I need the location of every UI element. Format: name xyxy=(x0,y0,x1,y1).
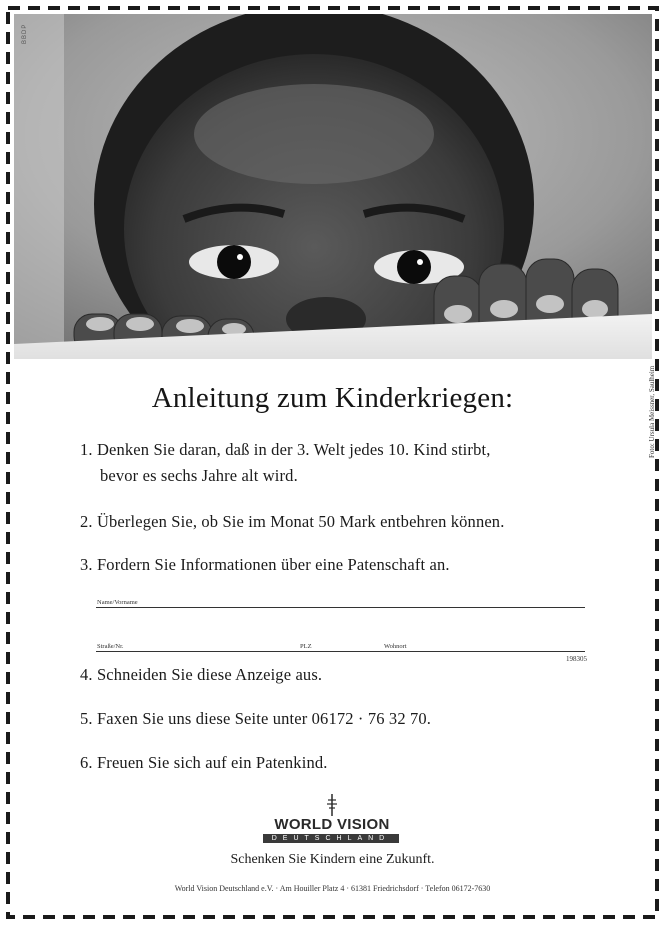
city-field-label: Wohnort xyxy=(384,643,407,650)
step-text: Schneiden Sie diese Anzeige aus. xyxy=(96,665,323,684)
side-code: BBDP xyxy=(22,23,28,44)
step-number: 1. xyxy=(80,440,93,459)
reference-code: 198305 xyxy=(566,655,587,663)
step-6 xyxy=(80,753,328,773)
step-2 xyxy=(80,512,505,532)
step-text: Faxen Sie uns diese Seite unter 06172 · 76 32 70. xyxy=(96,709,432,728)
step-number: 3. xyxy=(80,555,93,574)
name-field[interactable] xyxy=(96,607,585,608)
address-line: World Vision Deutschland e.V. · Am Houiller Platz 4 · 61381 Friedrichsdorf · Telefon 06172-7630 xyxy=(174,884,491,893)
step-number: 5. xyxy=(80,709,93,728)
step-text: Freuen Sie sich auf ein Patenkind. xyxy=(96,753,328,772)
headline: Anleitung zum Kinderkriegen: xyxy=(151,382,514,414)
tower-icon xyxy=(326,794,338,816)
zip-field-label: PLZ xyxy=(300,643,312,650)
tagline: Schenken Sie Kindern eine Zukunft. xyxy=(230,852,435,867)
street-field-label: Straße/Nr. xyxy=(97,643,124,650)
step-number: 6. xyxy=(80,753,93,772)
step-3 xyxy=(80,555,450,575)
logo-subtitle: DEUTSCHLAND xyxy=(263,834,399,843)
logo-name: WORLD VISION xyxy=(274,816,390,833)
step-1 xyxy=(80,440,490,486)
step-number: 2. xyxy=(80,512,93,531)
step-text: Denken Sie daran, daß in der 3. Welt jedes 10. Kind stirbt, xyxy=(96,440,491,459)
step-number: 4. xyxy=(80,665,93,684)
step-text: Fordern Sie Informationen über eine Patenschaft an. xyxy=(96,555,450,574)
address-field[interactable] xyxy=(96,651,585,652)
step-4 xyxy=(80,665,322,685)
step-5 xyxy=(80,709,431,729)
step-text-continued: bevor es sechs Jahre alt wird. xyxy=(100,466,298,485)
step-text: Überlegen Sie, ob Sie im Monat 50 Mark entbehren können. xyxy=(96,512,505,531)
child-photo xyxy=(14,14,652,359)
world-vision-logo xyxy=(262,794,402,850)
name-field-label: Name/Vorname xyxy=(97,599,138,606)
photo-credit: Foto: Ursula Meissner, Saulheim xyxy=(648,365,656,458)
